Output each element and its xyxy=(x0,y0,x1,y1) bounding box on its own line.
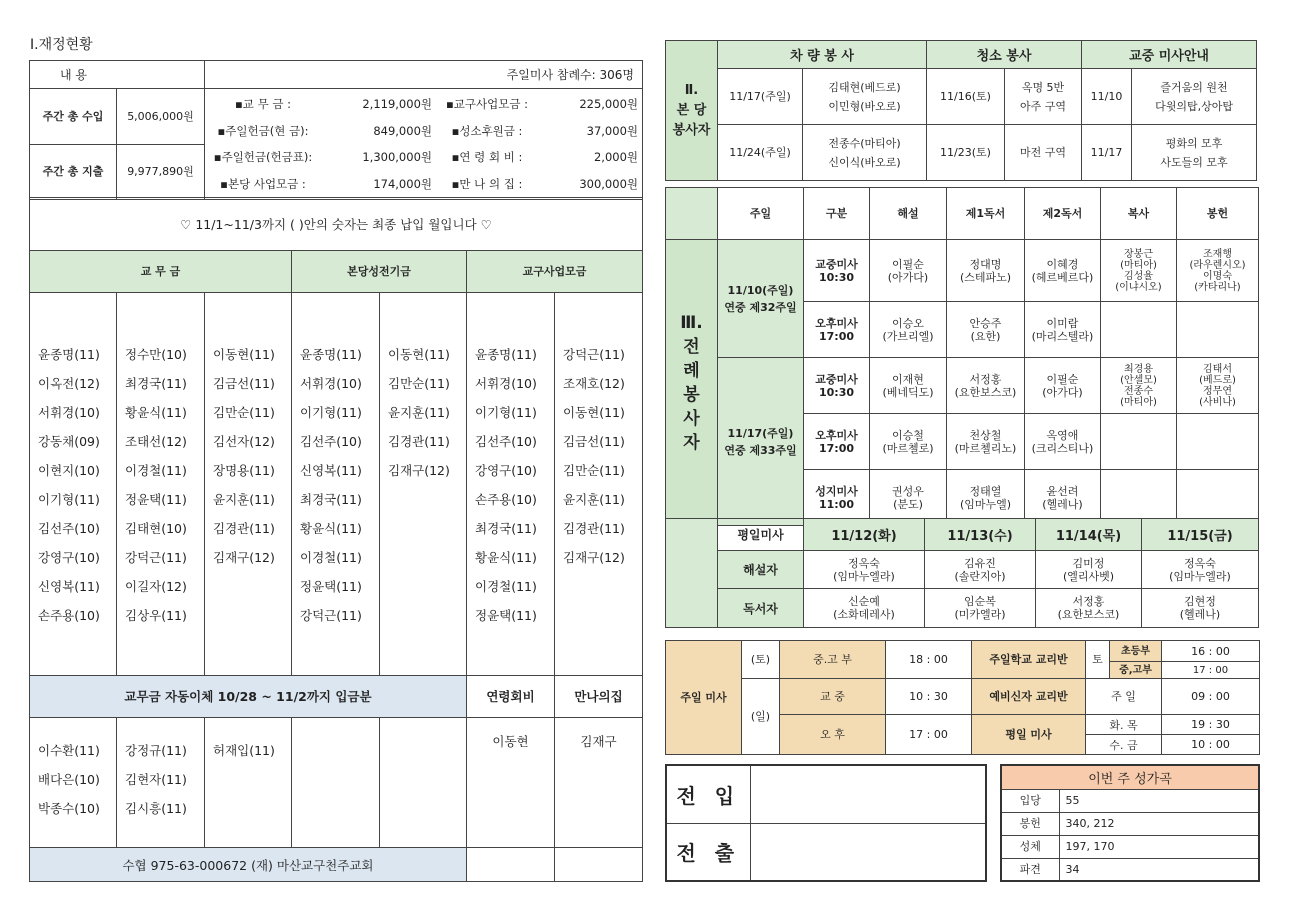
mass-guide-header: 교중 미사안내 xyxy=(1082,41,1257,69)
contributor-name: 정수만(10) xyxy=(125,347,187,362)
finance-item-value: 2,119,000원 xyxy=(362,97,432,112)
finance-item-label: ▪주일헌금(헌금표): xyxy=(213,150,313,165)
contributor-name: 김재구(12) xyxy=(388,463,450,478)
weekday-date: 11/14(목) xyxy=(1036,519,1142,551)
auto-transfer-name: 이수환(11) xyxy=(38,743,100,758)
hymn-label: 입당 xyxy=(1001,789,1059,812)
weekday-table xyxy=(665,518,1259,628)
col-header: 제1독서 xyxy=(947,188,1025,240)
gyojung-label: 교 중 xyxy=(780,679,886,715)
contributor-name: 이동현(11) xyxy=(213,347,275,362)
altar-server xyxy=(1101,414,1177,470)
mass-type: 성지미사 11:00 xyxy=(804,470,870,526)
contributor-name: 강동채(09) xyxy=(38,434,100,449)
finance-item-row xyxy=(209,144,638,171)
altar-server: 장봉근 (마티아) 김성율 (이냐시오) xyxy=(1101,240,1177,302)
altar-server: 최경용 (안셀모) 전종수 (마티아) xyxy=(1101,358,1177,414)
ohu-label: 오 후 xyxy=(780,715,886,755)
finance-item-value: 849,000원 xyxy=(373,123,432,138)
contributor-name: 이경철(11) xyxy=(125,463,187,478)
empty-cell xyxy=(555,848,643,882)
sugeum-label: 수. 금 xyxy=(1086,735,1162,754)
junggo2-time: 17 : 00 xyxy=(1162,662,1260,679)
sugeum-time: 10 : 00 xyxy=(1191,738,1230,751)
contributor-name: 이옥전(12) xyxy=(38,376,100,391)
reader-1: 서정홍 (요한보스코) xyxy=(947,358,1025,414)
reader-2: 이필순 (아가다) xyxy=(1025,358,1101,414)
contributor-name: 윤종명(11) xyxy=(38,347,100,362)
hwamok-time: 19 : 30 xyxy=(1191,718,1230,731)
auto-transfer-header: 교무금 자동이체 10/28 ~ 11/2까지 입금분 xyxy=(30,676,467,718)
green-side xyxy=(666,519,718,628)
offertory xyxy=(1177,414,1259,470)
move-out-value xyxy=(750,823,986,881)
notice: ♡ 11/1~11/3까지 ( )안의 숫자는 최종 납입 월입니다 ♡ xyxy=(30,198,643,251)
header-gyogu: 교구사업모금 xyxy=(467,251,643,293)
weekday-commentator: 김미정 (엘리사벳) xyxy=(1036,551,1142,589)
reader-2: 이미람 (마리스텔라) xyxy=(1025,302,1101,358)
auto-transfer-name: 김현자(11) xyxy=(125,772,187,787)
week-date: 11/17(주일) 연중 제33주일 xyxy=(718,358,804,526)
finance-item-label2: ▪연 령 회 비 : xyxy=(451,150,523,165)
contributor-name: 윤지훈(11) xyxy=(388,405,450,420)
contributor-name: 조재호(12) xyxy=(563,376,625,391)
weekday-reader: 신순예 (소화데레사) xyxy=(804,589,925,628)
week-date: 11/10(주일) 연중 제32주일 xyxy=(718,240,804,358)
finance-items xyxy=(205,89,643,200)
commentator: 이재현 (베네딕도) xyxy=(870,358,947,414)
contributor-name: 손주용(10) xyxy=(38,608,100,623)
contributor-name: 강영구(10) xyxy=(475,463,537,478)
schedule-table xyxy=(665,640,1260,755)
finance-item-value2: 37,000원 xyxy=(586,123,638,138)
expense-label: 주간 총 지출 xyxy=(30,144,117,200)
contributor-column xyxy=(117,293,205,676)
manna-name: 김재구 xyxy=(555,718,643,848)
contributor-name: 윤지훈(11) xyxy=(213,492,275,507)
finance-item-label2: ▪교구사업모금 : xyxy=(446,97,528,112)
contributor-name: 이기형(11) xyxy=(38,492,100,507)
reader-1: 정대명 (스테파노) xyxy=(947,240,1025,302)
guide-date: 11/17 xyxy=(1082,125,1132,181)
contributor-name: 윤종명(11) xyxy=(475,347,537,362)
finance-item-value: 174,000원 xyxy=(373,176,432,191)
col-header: 구분 xyxy=(804,188,870,240)
hymn-label: 봉헌 xyxy=(1001,812,1059,835)
guide-date: 11/10 xyxy=(1082,69,1132,125)
offertory: 조재행 (라우렌시오) 이명숙 (카타리나) xyxy=(1177,240,1259,302)
auto-transfer-column xyxy=(380,718,467,848)
contributor-name: 강덕근(11) xyxy=(563,347,625,362)
contrib-table xyxy=(29,197,643,882)
weekday-reader: 임순복 (미카엘라) xyxy=(925,589,1036,628)
contributor-name: 이동현(11) xyxy=(388,347,450,362)
contributor-column xyxy=(292,293,380,676)
contributor-column xyxy=(380,293,467,676)
move-out-label: 전 출 xyxy=(666,823,750,881)
contributor-name: 김경관(11) xyxy=(388,434,450,449)
contributor-name: 최경국(11) xyxy=(475,521,537,536)
contributor-name: 이기형(11) xyxy=(475,405,537,420)
contributor-name: 이현지(10) xyxy=(38,463,100,478)
hymn-value: 34 xyxy=(1059,858,1259,881)
corner-cell xyxy=(666,188,718,240)
hwamok-label: 화. 목 xyxy=(1086,715,1162,734)
contributor-name: 김금선(11) xyxy=(563,434,625,449)
clean-date: 11/16(토) xyxy=(927,69,1005,125)
contributor-name: 손주용(10) xyxy=(475,492,537,507)
contributor-name: 김선주(10) xyxy=(300,434,362,449)
section-title: Ⅰ.재정현황 xyxy=(30,37,93,53)
sun-label: (일) xyxy=(742,679,780,755)
weekday-commentator: 김유진 (솔란지아) xyxy=(925,551,1036,589)
car-names: 김태현(베드로) 이민형(바오로) xyxy=(803,69,927,125)
offertory: 김태서 (베드로) 정무연 (사비나) xyxy=(1177,358,1259,414)
contributor-name: 김선주(10) xyxy=(475,434,537,449)
finance-item-row xyxy=(209,171,638,198)
hymn-value: 340, 212 xyxy=(1059,812,1259,835)
reader-1: 안승주 (요한) xyxy=(947,302,1025,358)
contributor-column xyxy=(555,293,643,676)
contributor-name: 이경철(11) xyxy=(300,550,362,565)
header-gyomugeum: 교 무 금 xyxy=(30,251,292,293)
attendance: 주일미사 참례수: 306명 xyxy=(205,61,643,89)
weekday-mass-label: 평일 미사 xyxy=(972,715,1086,755)
move-in-label: 전 입 xyxy=(666,765,750,823)
ohu-time: 17 : 00 xyxy=(886,715,972,755)
contributor-name: 김금선(11) xyxy=(213,376,275,391)
junggo-label: 중.고 부 xyxy=(780,641,886,679)
clean-service-header: 청소 봉사 xyxy=(927,41,1082,69)
reader-1: 정태열 (임마누엘) xyxy=(947,470,1025,526)
mass-type: 오후미사 17:00 xyxy=(804,414,870,470)
contributor-name: 서휘경(10) xyxy=(38,405,100,420)
contributor-name: 김상우(11) xyxy=(125,608,187,623)
finance-item-label2: ▪성소후원금 : xyxy=(451,123,523,138)
finance-item-value: 1,300,000원 xyxy=(362,150,432,165)
col-header: 주일 xyxy=(718,188,804,240)
commentator: 이승철 (마르첼로) xyxy=(870,414,947,470)
weekday-date: 11/12(화) xyxy=(804,519,925,551)
contributor-name: 강덕근(11) xyxy=(125,550,187,565)
contributor-column xyxy=(205,293,292,676)
col-header: 해설 xyxy=(870,188,947,240)
altar-server xyxy=(1101,302,1177,358)
contributor-name: 황윤식(11) xyxy=(475,550,537,565)
service-table xyxy=(665,40,1257,181)
contributor-name: 이기형(11) xyxy=(300,405,362,420)
junggo2-label: 중,고부 xyxy=(1110,662,1162,679)
haeseolja-label: 해설자 xyxy=(718,551,804,589)
account-info: 수협 975-63-000672 (재) 마산교구천주교회 xyxy=(30,848,467,882)
col-header: 복사 xyxy=(1101,188,1177,240)
auto-transfer-name: 허재입(11) xyxy=(213,743,275,758)
contributor-name: 김만순(11) xyxy=(213,405,275,420)
weekday-label: 평일미사 xyxy=(718,519,804,551)
finance-item-value2: 300,000원 xyxy=(579,176,638,191)
auto-transfer-name: 배다은(10) xyxy=(38,772,100,787)
auto-transfer-column xyxy=(117,718,205,848)
hymn-value: 197, 170 xyxy=(1059,835,1259,858)
to-label: 토 xyxy=(1086,641,1110,679)
liturgy-side-label: Ⅲ. 전 례 봉 사 자 xyxy=(666,240,718,526)
weekday-reader: 김현정 (헬레나) xyxy=(1142,589,1259,628)
move-in-value xyxy=(750,765,986,823)
col-header: 봉헌 xyxy=(1177,188,1259,240)
car-service-header: 차 량 봉 사 xyxy=(718,41,927,69)
contributor-name: 김재구(12) xyxy=(213,550,275,565)
auto-transfer-name: 박종수(10) xyxy=(38,801,100,816)
reader-2: 윤선려 (헬레나) xyxy=(1025,470,1101,526)
contributor-name: 최경국(11) xyxy=(125,376,187,391)
hymn-value: 55 xyxy=(1059,789,1259,812)
clean-area: 옥명 5반 아주 구역 xyxy=(1005,69,1082,125)
weekday-commentator: 정옥숙 (임마누엘라) xyxy=(1142,551,1259,589)
reader-1: 천상철 (마르첼리노) xyxy=(947,414,1025,470)
mass-type: 교중미사 10:30 xyxy=(804,240,870,302)
contributor-column xyxy=(467,293,555,676)
contributor-name: 서휘경(10) xyxy=(300,376,362,391)
contributor-name: 정윤택(11) xyxy=(300,579,362,594)
commentator: 이승오 (가브리엘) xyxy=(870,302,947,358)
sunday-school-label: 주일학교 교리반 xyxy=(972,641,1086,679)
contributor-name: 황윤식(11) xyxy=(125,405,187,420)
offertory xyxy=(1177,302,1259,358)
finance-item-label: ▪교 무 금 : xyxy=(235,97,291,112)
finance-item-row xyxy=(209,91,638,118)
weekday-date: 11/15(금) xyxy=(1142,519,1259,551)
dokseoja-label: 독서자 xyxy=(718,589,804,628)
car-date: 11/24(주일) xyxy=(718,125,803,181)
contributor-name: 서휘경(10) xyxy=(475,376,537,391)
contributor-name: 이길자(12) xyxy=(125,579,187,594)
empty-cell xyxy=(467,848,555,882)
manna-header: 만나의집 xyxy=(555,676,643,718)
contributor-name: 조태선(12) xyxy=(125,434,187,449)
contributor-name: 정윤택(11) xyxy=(475,608,537,623)
juil-time: 09 : 00 xyxy=(1162,679,1260,715)
reader-2: 옥영애 (크리스티나) xyxy=(1025,414,1101,470)
commentator: 이필순 (아가다) xyxy=(870,240,947,302)
sat-label: (토) xyxy=(742,641,780,679)
contributor-name: 강영구(10) xyxy=(38,550,100,565)
expense-value: 9,977,890원 xyxy=(117,144,205,200)
yeonryeong-header: 연령회비 xyxy=(467,676,555,718)
clean-area: 마전 구역 xyxy=(1005,125,1082,181)
move-table xyxy=(665,764,987,882)
sunday-mass-label: 주일 미사 xyxy=(666,641,742,755)
contributor-name: 김태현(10) xyxy=(125,521,187,536)
auto-transfer-column xyxy=(30,718,117,848)
gyojung-time: 10 : 30 xyxy=(886,679,972,715)
contributor-name: 김경관(11) xyxy=(213,521,275,536)
weekday-commentator: 정옥숙 (임마누엘라) xyxy=(804,551,925,589)
contributor-name: 윤종명(11) xyxy=(300,347,362,362)
junggo-time: 18 : 00 xyxy=(886,641,972,679)
finance-table xyxy=(29,60,643,200)
contributor-name: 강덕근(11) xyxy=(300,608,362,623)
yeonryeong-name: 이동현 xyxy=(467,718,555,848)
auto-transfer-column xyxy=(205,718,292,848)
catechumen-label: 예비신자 교리반 xyxy=(972,679,1086,715)
auto-transfer-name: 김시흥(11) xyxy=(125,801,187,816)
reader-2: 이혜경 (헤르베르다) xyxy=(1025,240,1101,302)
weekday-reader: 서정홍 (요한보스코) xyxy=(1036,589,1142,628)
service-side-label: Ⅱ. 본 당 봉사자 xyxy=(666,41,718,181)
car-date: 11/17(주일) xyxy=(718,69,803,125)
contributor-name: 김재구(12) xyxy=(563,550,625,565)
contributor-name: 최경국(11) xyxy=(300,492,362,507)
chodeung-label: 초등부 xyxy=(1110,641,1162,662)
commentator: 권성우 (분도) xyxy=(870,470,947,526)
mass-type: 오후미사 17:00 xyxy=(804,302,870,358)
col-header: 제2독서 xyxy=(1025,188,1101,240)
finance-item-label2: ▪만 나 의 집 : xyxy=(451,176,523,191)
hymn-table xyxy=(1000,764,1260,882)
auto-transfer-name: 강정규(11) xyxy=(125,743,187,758)
contributor-name: 장명용(11) xyxy=(213,463,275,478)
hymn-label: 성체 xyxy=(1001,835,1059,858)
contributor-name: 정윤택(11) xyxy=(125,492,187,507)
finance-item-row xyxy=(209,118,638,145)
finance-item-value2: 2,000원 xyxy=(593,150,638,165)
contributor-name: 신영복(11) xyxy=(300,463,362,478)
contributor-name: 김만순(11) xyxy=(388,376,450,391)
finance-item-value2: 225,000원 xyxy=(579,97,638,112)
mass-type: 교중미사 10:30 xyxy=(804,358,870,414)
weekday-times xyxy=(1086,715,1260,755)
weekday-date: 11/13(수) xyxy=(925,519,1036,551)
contributor-name: 황윤식(11) xyxy=(300,521,362,536)
guide-groups: 평화의 모후 사도들의 모후 xyxy=(1132,125,1257,181)
juil-label: 주 일 xyxy=(1086,679,1162,715)
contributor-name: 김경관(11) xyxy=(563,521,625,536)
header-seongjeon: 본당성전기금 xyxy=(292,251,467,293)
income-value: 5,006,000원 xyxy=(117,89,205,145)
auto-transfer-column xyxy=(292,718,380,848)
hymn-title: 이번 주 성가곡 xyxy=(1001,765,1259,789)
hymn-label: 파견 xyxy=(1001,858,1059,881)
contributor-column xyxy=(30,293,117,676)
clean-date: 11/23(토) xyxy=(927,125,1005,181)
contributor-name: 신영복(11) xyxy=(38,579,100,594)
liturgy-table xyxy=(665,187,1259,526)
income-label: 주간 총 수입 xyxy=(30,89,117,145)
guide-groups: 즐거움의 원천 다윗의탑,상아탑 xyxy=(1132,69,1257,125)
contributor-name: 이경철(11) xyxy=(475,579,537,594)
finance-item-label: ▪본당 사업모금 : xyxy=(220,176,306,191)
contributor-name: 이동현(11) xyxy=(563,405,625,420)
contributor-name: 김선자(12) xyxy=(213,434,275,449)
contributor-name: 김만순(11) xyxy=(563,463,625,478)
content-header: 내 용 xyxy=(30,61,205,89)
finance-item-label: ▪주일헌금(현 금): xyxy=(217,123,309,138)
car-names: 전종수(마티아) 신이식(바오로) xyxy=(803,125,927,181)
contributor-name: 윤지훈(11) xyxy=(563,492,625,507)
chodeung-time: 16 : 00 xyxy=(1162,641,1260,662)
contributor-name: 김선주(10) xyxy=(38,521,100,536)
